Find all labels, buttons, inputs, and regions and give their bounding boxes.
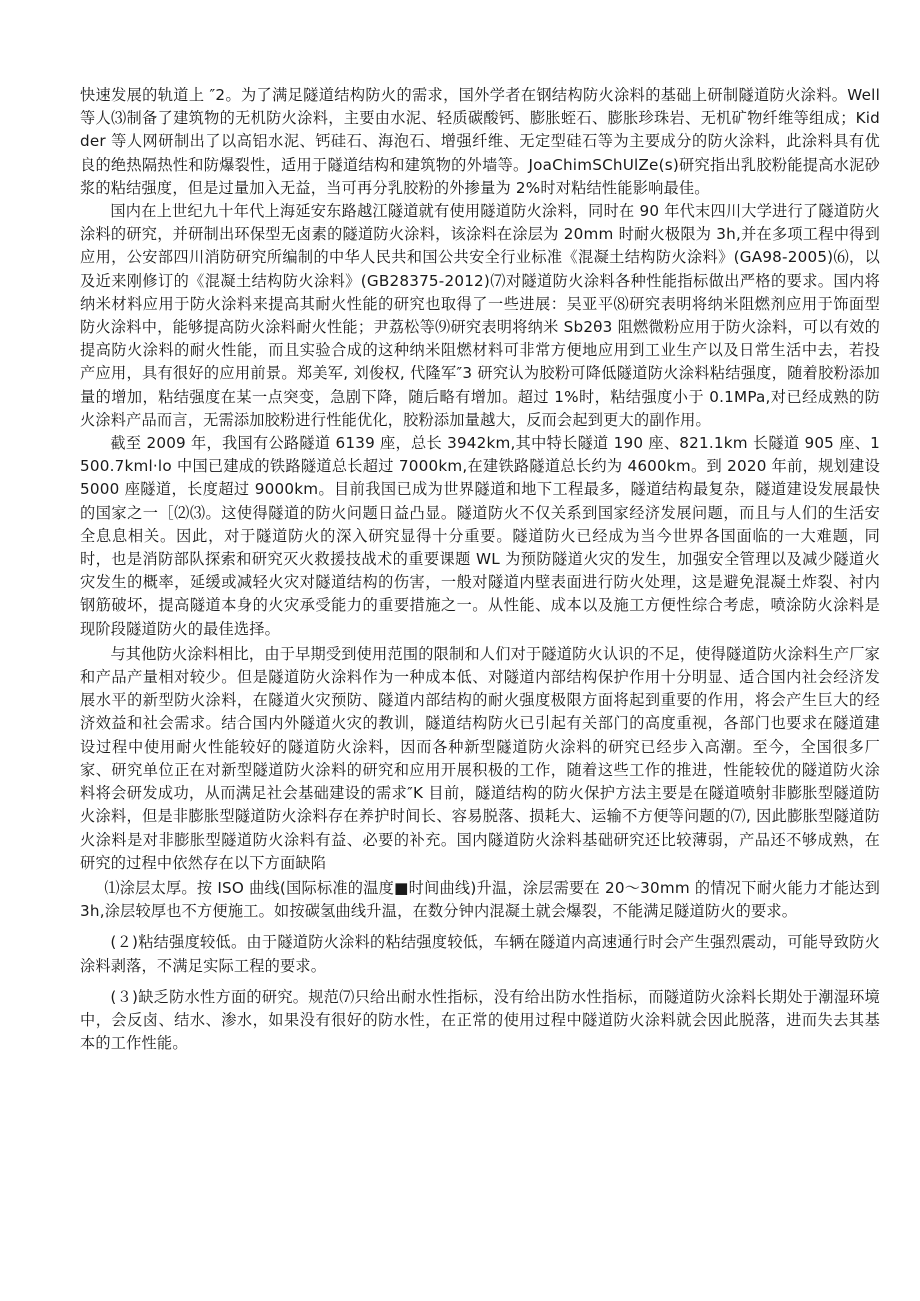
paragraph-domestic-research: 国内在上世纪九十年代上海延安东路越江隧道就有使用隧道防火涂料，同时在 90 年代末四川大学进行了隧道防火涂料的研究，并研制出环保型无卤素的隧道防火涂料，该涂料在涂层为 20mm 时耐火极限为 3h,并在多项工程中得到应用，公安部四川消防研究所编制的中华人民共和国公共安全行业标准《混凝土结构防火涂料》(GA98-2005)⑹，以及近来刚修订的《混凝土结构防火涂料》(GB28375-2012)⑺对隧道防火涂料各种性能指标做出严格的要求。国内将纳米材料应用于防火涂料来提高其耐火性能的研究也取得了一些进展：吴亚平⑻研究表明将纳米阻燃剂应用于饰面型防火涂料中，能够提高防火涂料耐火性能；尹荔松等⑼研究表明将纳米 Sb2θ3 阻燃微粉应用于防火涂料，可以有效的提高防火涂料的耐火性能，而且实验合成的这种纳米阻燃材料可非常方便地应用到工业生产以及日常生活中去，若投产应用，具有很好的应用前景。郑美军, 刘俊权, 代隆军″3 研究认为胶粉可降低隧道防火涂料粘结强度，随着胶粉添加量的增加，粘结强度在某一点突变，急剧下降，随后略有增加。超过 1%时，粘结强度小于 0.1MPa,对已经成熟的防火涂料产品而言，无需添加胶粉进行性能优化，胶粉添加量越大，反而会起到更大的副作用。 bbox=[80, 202, 880, 429]
paragraph-foreign-research: 快速发展的轨道上 ″2。为了满足隧道结构防火的需求，国外学者在钢结构防火涂料的基础上研制隧道防火涂料。Well 等人⑶制备了建筑物的无机防火涂料，主要由水泥、轻质碳酸钙、膨胀蛭石、膨胀珍珠岩、无机矿物纤维等组成；Kidder 等人网研制出了以高铝水泥、钙硅石、海泡石、增强纤维、无定型硅石等为主要成分的防火涂料，此涂料具有优良的绝热隔热性和防爆裂性，适用于隧道结构和建筑物的外墙等。JoaChimSChUlZe(s)研究指出乳胶粉能提高水泥砂浆的粘结强度，但是过量加入无益，当可再分乳胶粉的外掺量为 2%时对粘结性能影响最佳。 bbox=[80, 86, 880, 197]
paragraph-tunnel-statistics: 截至 2009 年，我国有公路隧道 6139 座，总长 3942km,其中特长隧道 190 座、821.1km 长隧道 905 座、1500.7kml·lo 中国已建成的铁路隧道总长超过 7000km,在建铁路隧道总长约为 4600km。到 2020 年前，规划建设 5000 座隧道，长度超过 9000km。目前我国已成为世界隧道和地下工程最多，隧道结构最复杂，隧道建设发展最快的国家之一［⑵⑶。这使得隧道的防火问题日益凸显。隧道防火不仅关系到国家经济发展问题，而且与人们的生活安全息息相关。因此，对于隧道防火的深入研究显得十分重要。隧道防火已经成为当今世界各国面临的一大难题，同时，也是消防部队探索和研究灭火救援技战术的重要课题 WL 为预防隧道火灾的发生，加强安全管理以及减少隧道火灾发生的概率，延缓或减轻火灾对隧道结构的伤害，一般对隧道内壁表面进行防火处理，这是避免混凝土炸裂、衬内钢筋破坏，提高隧道本身的火灾承受能力的重要措施之一。从性能、成本以及施工方便性综合考虑，喷涂防火涂料是现阶段隧道防火的最佳选择。 bbox=[80, 434, 880, 638]
list-item-low-bond-strength: (２)粘结强度较低。由于隧道防火涂料的粘结强度较低，车辆在隧道内高速通行时会产生强烈震动，可能导致防火涂料剥落，不满足实际工程的要求。 bbox=[80, 933, 880, 975]
paragraph-coating-comparison: 与其他防火涂料相比，由于早期受到使用范围的限制和人们对于隧道防火认识的不足，使得隧道防火涂料生产厂家和产品产量相对较少。但是隧道防火涂料作为一种成本低、对隧道内部结构保护作用十分明显、适合国内社会经济发展水平的新型防火涂料，在隧道火灾预防、隧道内部结构的耐火强度极限方面将起到重要的作用，将会产生巨大的经济效益和社会需求。结合国内外隧道火灾的教训，隧道结构防火已引起有关部门的高度重视，各部门也要求在隧道建设过程中使用耐火性能较好的隧道防火涂料，因而各种新型隧道防火涂料的研究已经步入高潮。至今，全国很多厂家、研究单位正在对新型隧道防火涂料的研究和应用开展积极的工作，随着这些工作的推进，性能较优的隧道防火涂料将会研发成功，从而满足社会基础建设的需求″K 目前，隧道结构的防火保护方法主要是在隧道喷射非膨胀型隧道防火涂料，但是非膨胀型隧道防火涂料存在养护时间长、容易脱落、损耗大、运输不方便等问题的⑺, 因此膨胀型隧道防火涂料是对非膨胀型隧道防火涂料有益、必要的补充。国内隧道防火涂料基础研究还比较薄弱，产品还不够成熟，在研究的过程中依然存在以下方面缺陷 bbox=[80, 644, 880, 872]
document-body bbox=[80, 84, 880, 1055]
list-item-waterproofing: (３)缺乏防水性方面的研究。规范⑺只给出耐水性指标，没有给出防水性指标，而隧道防火涂料长期处于潮湿环境中，会反卤、结水、渗水，如果没有很好的防水性，在正常的使用过程中隧道防火涂料就会因此脱落，进而失去其基本的工作性能。 bbox=[80, 987, 880, 1053]
list-item-thick-coating: ⑴涂层太厚。按 ISO 曲线(国际标准的温度■时间曲线)升温，涂层需要在 20〜30mm 的情况下耐火能力才能达到 3h,涂层较厚也不方便施工。如按碳氢曲线升温，在数分钟内混凝土就会爆裂，不能满足隧道防火的要求。 bbox=[80, 878, 880, 921]
